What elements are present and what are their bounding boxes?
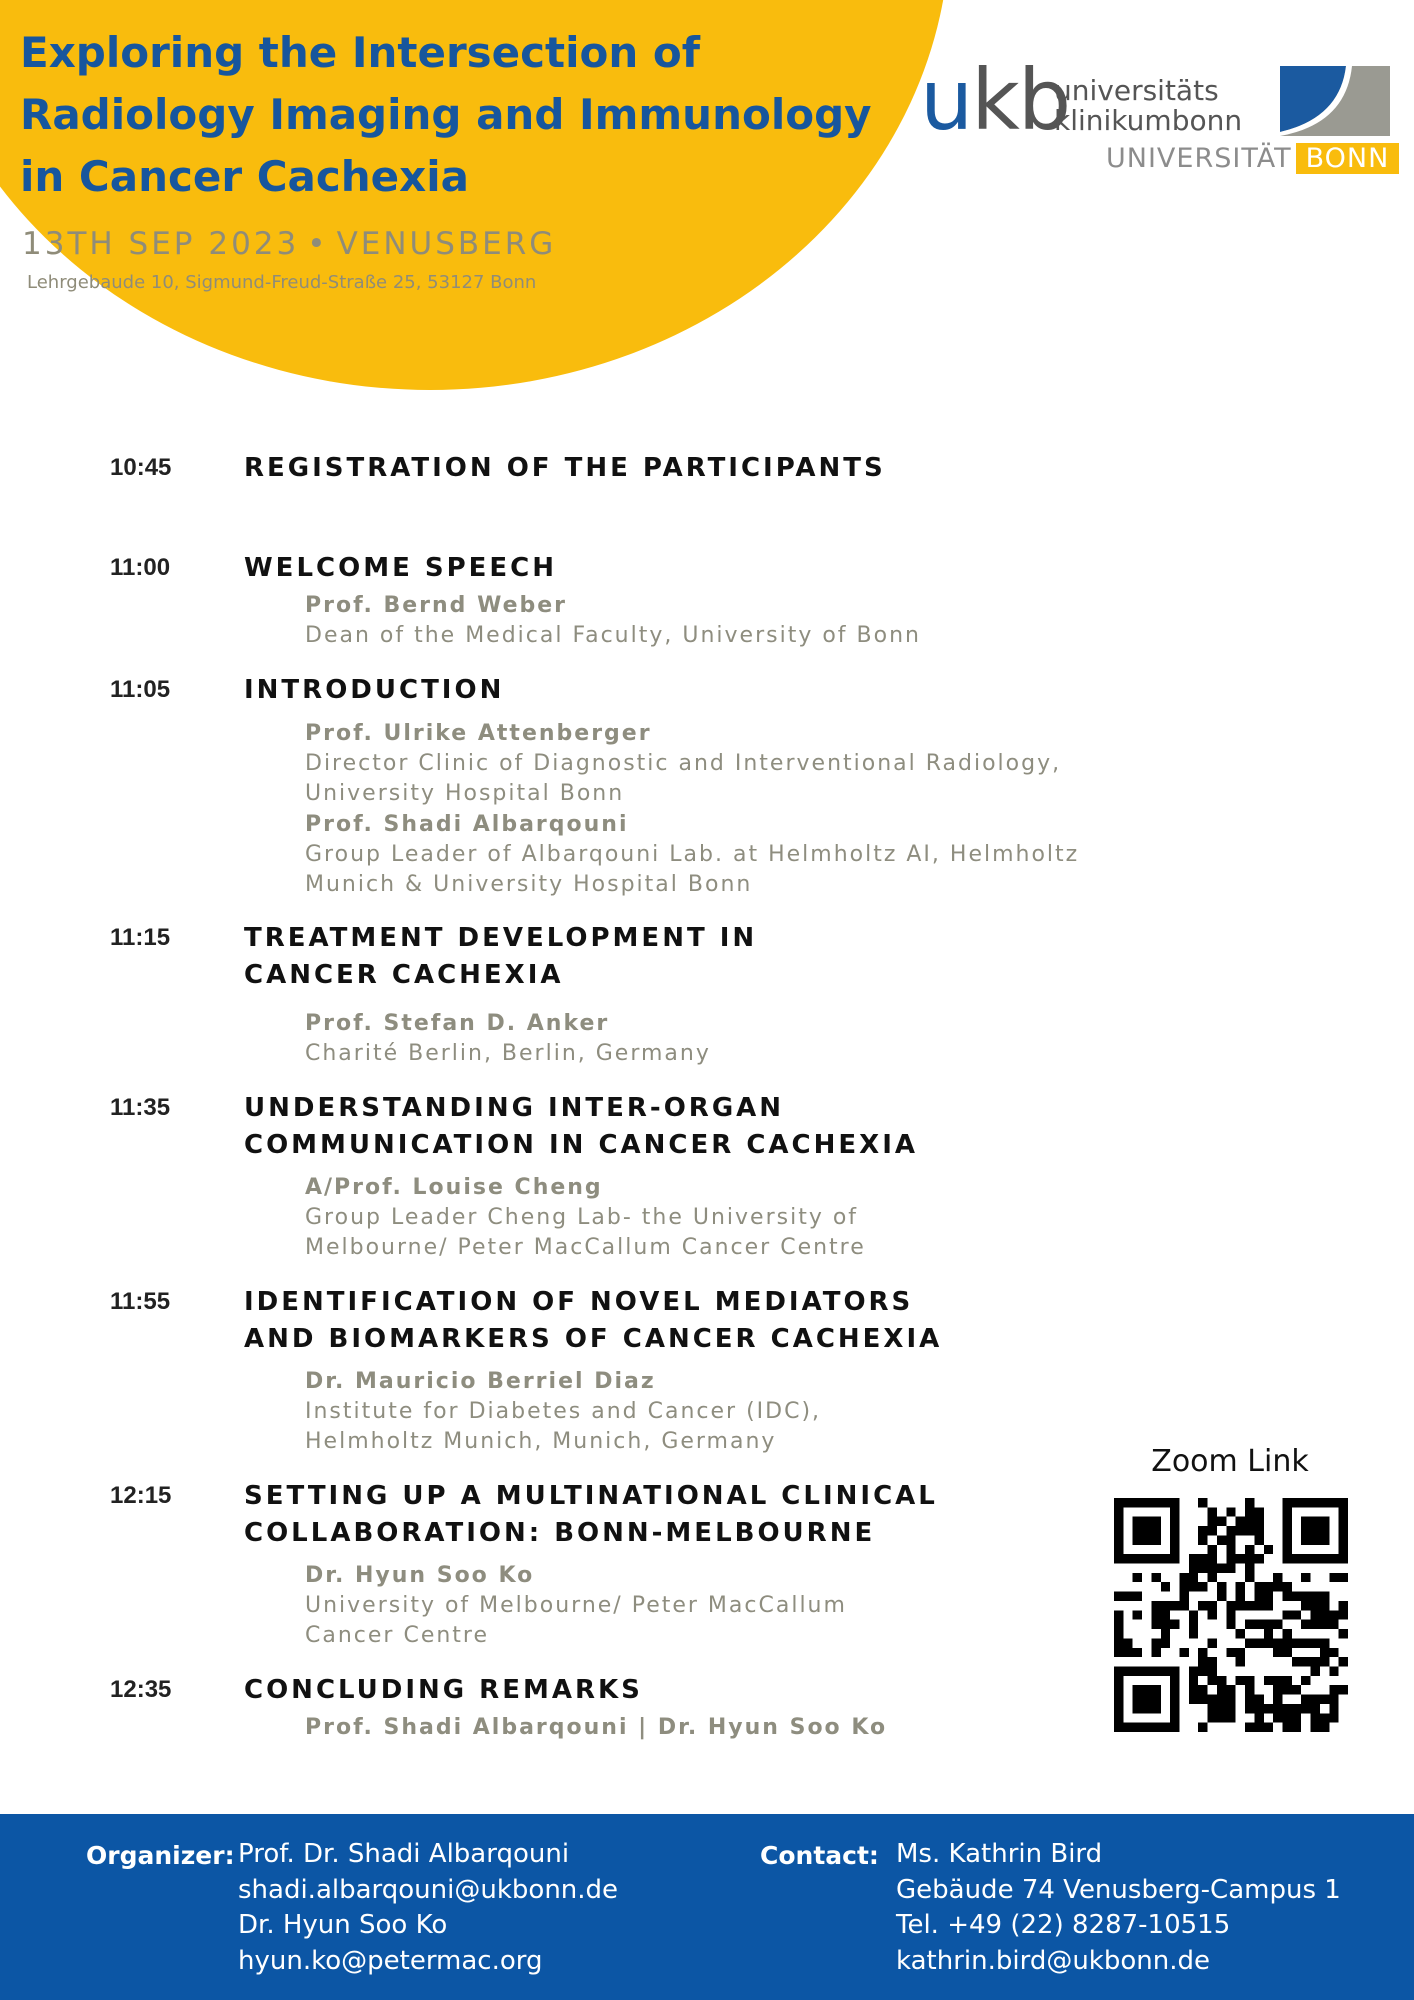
organizer-label-text: Organizer [86, 1841, 225, 1870]
speaker-list [305, 1560, 1125, 1651]
university-bonn-wordmark [1106, 142, 1399, 176]
logo-name-line1: universitäts [1054, 74, 1219, 107]
speaker-list [305, 1712, 1125, 1743]
organizer-email[interactable]: shadi.albarqouni@ukbonn.de [238, 1874, 619, 1905]
zoom-link-label: Zoom Link [1151, 1444, 1309, 1479]
agenda-session-title: REGISTRATION OF THE PARTICIPANTS [244, 453, 886, 483]
ukb-logo-name [1054, 76, 1242, 136]
event-date-line [22, 226, 556, 262]
speaker-name: Prof. Ulrike Attenberger [305, 721, 652, 746]
organizer-label-colon: : [224, 1841, 235, 1870]
speaker-list [305, 590, 1125, 651]
event-date: 13TH SEP 2023 [22, 226, 300, 262]
speaker-list [305, 718, 1125, 900]
ukb-logo-mark [920, 51, 1070, 149]
speaker-name: Prof. Bernd Weber [305, 593, 568, 618]
speaker-affiliation: Dean of the Medical Faculty, University of Bonn [305, 623, 921, 648]
logo-letter-b: b [1017, 51, 1070, 149]
agenda-time: 12:35 [110, 1676, 172, 1703]
speaker-list [305, 1008, 1125, 1069]
logo-letter-u: u [920, 51, 972, 149]
agenda-time: 11:05 [110, 676, 171, 703]
contact-email[interactable]: kathrin.bird@ukbonn.de [896, 1945, 1210, 1976]
footer [0, 1814, 1414, 2000]
agenda-session-title: CONCLUDING REMARKS [244, 1675, 643, 1705]
organizer-label [86, 1838, 235, 1874]
speaker-affiliation: Melbourne/ Peter MacCallum Cancer Centre [305, 1235, 866, 1260]
contact-details [896, 1837, 1341, 1979]
contact-address: Gebäude 74 Venusberg-Campus 1 [896, 1874, 1341, 1905]
agenda-time: 11:35 [110, 1094, 171, 1121]
speaker-affiliation: Institute for Diabetes and Cancer (IDC), [305, 1399, 822, 1424]
agenda-time: 11:55 [110, 1288, 171, 1315]
agenda-session-title: SETTING UP A MULTINATIONAL CLINICAL COLLABORATION: BONN-MELBOURNE [244, 1481, 938, 1548]
speaker-affiliation: Group Leader of Albarqouni Lab. at Helmholtz AI, Helmholtz [305, 842, 1080, 867]
speaker-name: A/Prof. Louise Cheng [305, 1175, 603, 1200]
speaker-affiliation: Group Leader Cheng Lab- the University of [305, 1205, 859, 1230]
contact-phone[interactable]: Tel. +49 (22) 8287-10515 [896, 1910, 1231, 1940]
university-bonn-emblem-icon [1280, 66, 1390, 136]
logo-name-bonn: bonn [1171, 104, 1243, 137]
organizer-email[interactable]: hyun.ko@petermac.org [238, 1945, 543, 1976]
organizer-details [238, 1837, 618, 1979]
contact-name: Ms. Kathrin Bird [896, 1839, 1103, 1869]
organizer-name: Dr. Hyun Soo Ko [238, 1910, 448, 1940]
logo-university: UNIVERSITÄT [1106, 143, 1292, 174]
event-venue: VENUSBERG [336, 226, 557, 262]
ukb-logo [920, 51, 1390, 180]
agenda-session-title: TREATMENT DEVELOPMENT IN CANCER CACHEXIA [244, 923, 758, 990]
contact-label: Contact: [760, 1841, 879, 1870]
agenda-time: 11:15 [110, 924, 171, 951]
agenda-session-title: UNDERSTANDING INTER-ORGAN COMMUNICATION IN CANCER CACHEXIA [244, 1093, 918, 1160]
speaker-name: Prof. Stefan D. Anker [305, 1011, 610, 1036]
speaker-name: Prof. Shadi Albarqouni [305, 812, 629, 837]
event-title: Exploring the Intersection of Radiology Imaging and Immunology in Cancer Cachexia [20, 28, 872, 201]
speaker-affiliation: Charité Berlin, Berlin, Germany [305, 1041, 711, 1066]
speaker-affiliation: Director Clinic of Diagnostic and Interventional Radiology, [305, 751, 1062, 776]
zoom-link-block [1110, 1440, 1350, 1732]
logo-letter-k: k [971, 51, 1018, 149]
speaker-list [305, 1172, 1125, 1263]
speaker-affiliation: Munich & University Hospital Bonn [305, 872, 753, 897]
agenda-session-title: IDENTIFICATION OF NOVEL MEDIATORS AND BIOMARKERS OF CANCER CACHEXIA [244, 1287, 943, 1354]
date-separator: • [307, 226, 329, 262]
speaker-affiliation: Cancer Centre [305, 1623, 490, 1648]
logo-name-line2 [1054, 106, 1242, 136]
speaker-name: Dr. Mauricio Berriel Diaz [305, 1369, 656, 1394]
agenda-time: 12:15 [110, 1482, 172, 1509]
logo-bonn-box: BONN [1296, 143, 1400, 174]
speaker-affiliation: University of Melbourne/ Peter MacCallum [305, 1593, 847, 1618]
agenda-time: 10:45 [110, 454, 172, 481]
speaker-affiliation: University Hospital Bonn [305, 781, 625, 806]
speaker-name: Dr. Hyun Soo Ko [305, 1563, 535, 1588]
speaker-affiliation: Helmholtz Munich, Munich, Germany [305, 1429, 777, 1454]
agenda-time: 11:00 [110, 554, 171, 581]
agenda-session-title: WELCOME SPEECH [244, 553, 558, 583]
organizer-name: Prof. Dr. Shadi Albarqouni [238, 1839, 570, 1869]
logo-name-klinikum: klinikum [1054, 104, 1172, 137]
qr-code-icon[interactable] [1114, 1498, 1348, 1732]
event-address: Lehrgebaude 10, Sigmund-Freud-Straße 25, 53127 Bonn [27, 272, 537, 293]
agenda-session-title: INTRODUCTION [244, 675, 505, 705]
speaker-name: Prof. Shadi Albarqouni | Dr. Hyun Soo Ko [305, 1715, 888, 1740]
speaker-list [305, 1366, 1125, 1457]
